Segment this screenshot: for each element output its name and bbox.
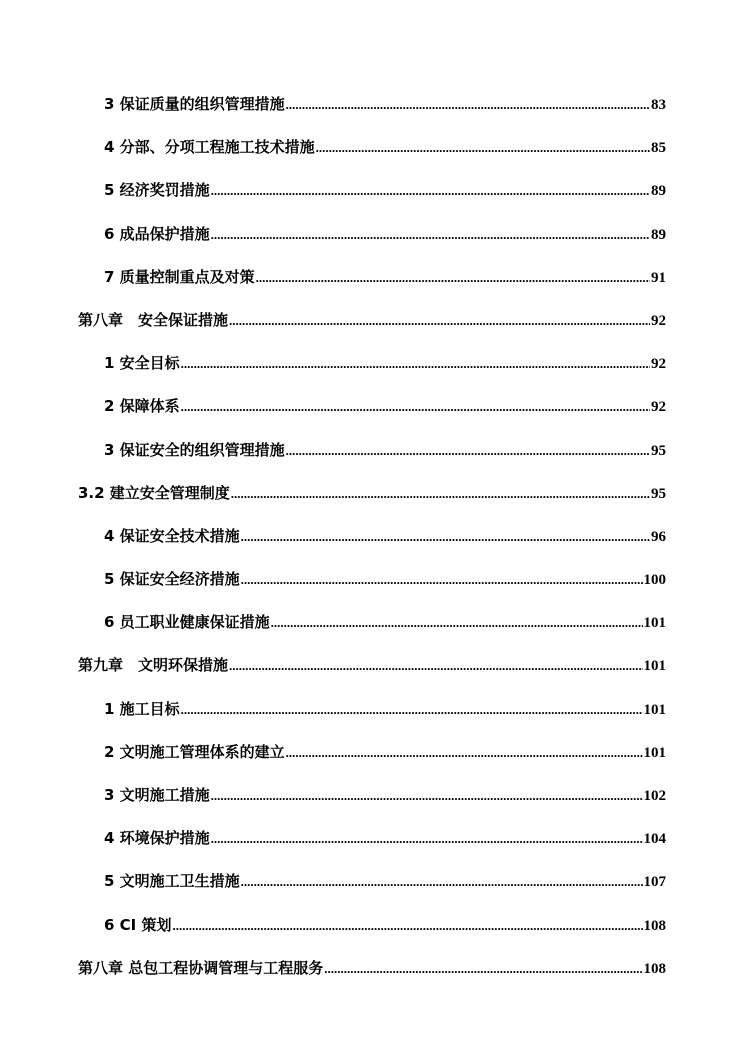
toc-dot-leader xyxy=(211,213,650,256)
toc-entry-label: 3 保证安全的组织管理措施 xyxy=(104,440,285,459)
toc-section-entry[interactable] xyxy=(78,385,666,428)
toc-page-number: 92 xyxy=(651,399,666,416)
toc-entry-label: 5 保证安全经济措施 xyxy=(104,570,240,589)
toc-section-entry[interactable] xyxy=(78,904,666,947)
toc-page-number: 101 xyxy=(643,744,666,761)
toc-page-number: 95 xyxy=(651,485,666,502)
toc-page-number: 101 xyxy=(643,701,666,718)
toc-dot-leader xyxy=(256,256,650,299)
toc-entry-label: 5 文明施工卫生措施 xyxy=(104,872,240,891)
toc-page-number: 96 xyxy=(651,528,666,545)
toc-dot-leader xyxy=(316,126,650,169)
toc-dot-leader xyxy=(324,947,642,990)
toc-entry-label: 1 安全目标 xyxy=(104,354,180,373)
toc-dot-leader xyxy=(241,558,643,601)
toc-entry-label: 3 保证质量的组织管理措施 xyxy=(104,95,285,113)
toc-section-entry[interactable] xyxy=(78,515,666,558)
toc-section-entry[interactable] xyxy=(78,429,666,472)
toc-chapter-entry[interactable] xyxy=(78,644,666,687)
toc-entry-label: 3.2 建立安全管理制度 xyxy=(78,483,230,502)
toc-chapter-entry[interactable] xyxy=(78,299,666,342)
toc-dot-leader xyxy=(286,731,643,774)
toc-entry-label: 1 施工目标 xyxy=(104,699,180,718)
toc-page-number: 108 xyxy=(643,960,666,977)
toc-entry-label: 3 文明施工措施 xyxy=(104,786,210,804)
toc-section-entry[interactable] xyxy=(78,213,666,256)
toc-page-number: 85 xyxy=(651,140,666,157)
toc-entry-label: 第八章 总包工程协调管理与工程服务 xyxy=(78,958,324,977)
toc-page-number: 104 xyxy=(643,831,666,848)
toc-section-entry[interactable] xyxy=(78,83,666,126)
toc-dot-leader xyxy=(241,515,650,558)
toc-dot-leader xyxy=(211,169,650,212)
toc-section-entry[interactable] xyxy=(78,558,666,601)
toc-entry-label: 6 员工职业健康保证措施 xyxy=(104,613,270,632)
toc-section-entry[interactable] xyxy=(78,342,666,385)
toc-entry-label: 7 质量控制重点及对策 xyxy=(104,267,255,286)
toc-page-number: 100 xyxy=(643,572,666,589)
toc-entry-label: 4 环境保护措施 xyxy=(104,829,210,848)
toc-section-entry[interactable] xyxy=(78,126,666,169)
toc-dot-leader xyxy=(286,429,650,472)
toc-section-entry[interactable] xyxy=(78,817,666,860)
toc-page-number: 92 xyxy=(651,356,666,373)
toc-dot-leader xyxy=(172,904,642,947)
toc-entry-label: 6 成品保护措施 xyxy=(104,224,210,243)
toc-dot-leader xyxy=(211,774,643,817)
toc-page-number: 92 xyxy=(651,312,666,329)
toc-chapter-entry[interactable] xyxy=(78,947,666,990)
toc-entry-label: 6 CI 策划 xyxy=(104,915,172,934)
toc-page-number: 83 xyxy=(651,97,666,113)
toc-page-number: 108 xyxy=(643,917,666,934)
toc-section-entry[interactable] xyxy=(78,774,666,817)
toc-section-entry[interactable] xyxy=(78,860,666,903)
table-of-contents xyxy=(78,83,666,990)
toc-section-entry[interactable] xyxy=(78,169,666,212)
toc-page-number: 107 xyxy=(643,874,666,891)
toc-dot-leader xyxy=(229,644,642,687)
toc-dot-leader xyxy=(181,385,650,428)
toc-dot-leader xyxy=(229,299,650,342)
toc-section-entry[interactable] xyxy=(78,256,666,299)
toc-entry-label: 4 分部、分项工程施工技术措施 xyxy=(104,138,315,157)
toc-page-number: 89 xyxy=(651,183,666,200)
toc-dot-leader xyxy=(211,817,643,860)
toc-page-number: 101 xyxy=(643,615,666,632)
toc-entry-label: 5 经济奖罚措施 xyxy=(104,181,210,200)
toc-page-number: 95 xyxy=(651,442,666,459)
toc-dot-leader xyxy=(271,601,643,644)
toc-page-number: 91 xyxy=(651,269,666,286)
toc-page-number: 102 xyxy=(643,788,666,804)
toc-entry-label: 4 保证安全技术措施 xyxy=(104,526,240,545)
toc-dot-leader xyxy=(286,83,650,126)
toc-chapter-entry[interactable] xyxy=(78,472,666,515)
toc-entry-label: 第八章 安全保证措施 xyxy=(78,310,229,329)
toc-dot-leader xyxy=(181,688,643,731)
toc-dot-leader xyxy=(181,342,650,385)
toc-dot-leader xyxy=(241,860,643,903)
toc-entry-label: 第九章 文明环保措施 xyxy=(78,656,229,675)
toc-section-entry[interactable] xyxy=(78,601,666,644)
toc-entry-label: 2 文明施工管理体系的建立 xyxy=(104,742,285,761)
toc-section-entry[interactable] xyxy=(78,731,666,774)
toc-page-number: 89 xyxy=(651,226,666,243)
toc-dot-leader xyxy=(231,472,650,515)
toc-entry-label: 2 保障体系 xyxy=(104,397,180,416)
toc-page-number: 101 xyxy=(643,658,666,675)
toc-section-entry[interactable] xyxy=(78,688,666,731)
